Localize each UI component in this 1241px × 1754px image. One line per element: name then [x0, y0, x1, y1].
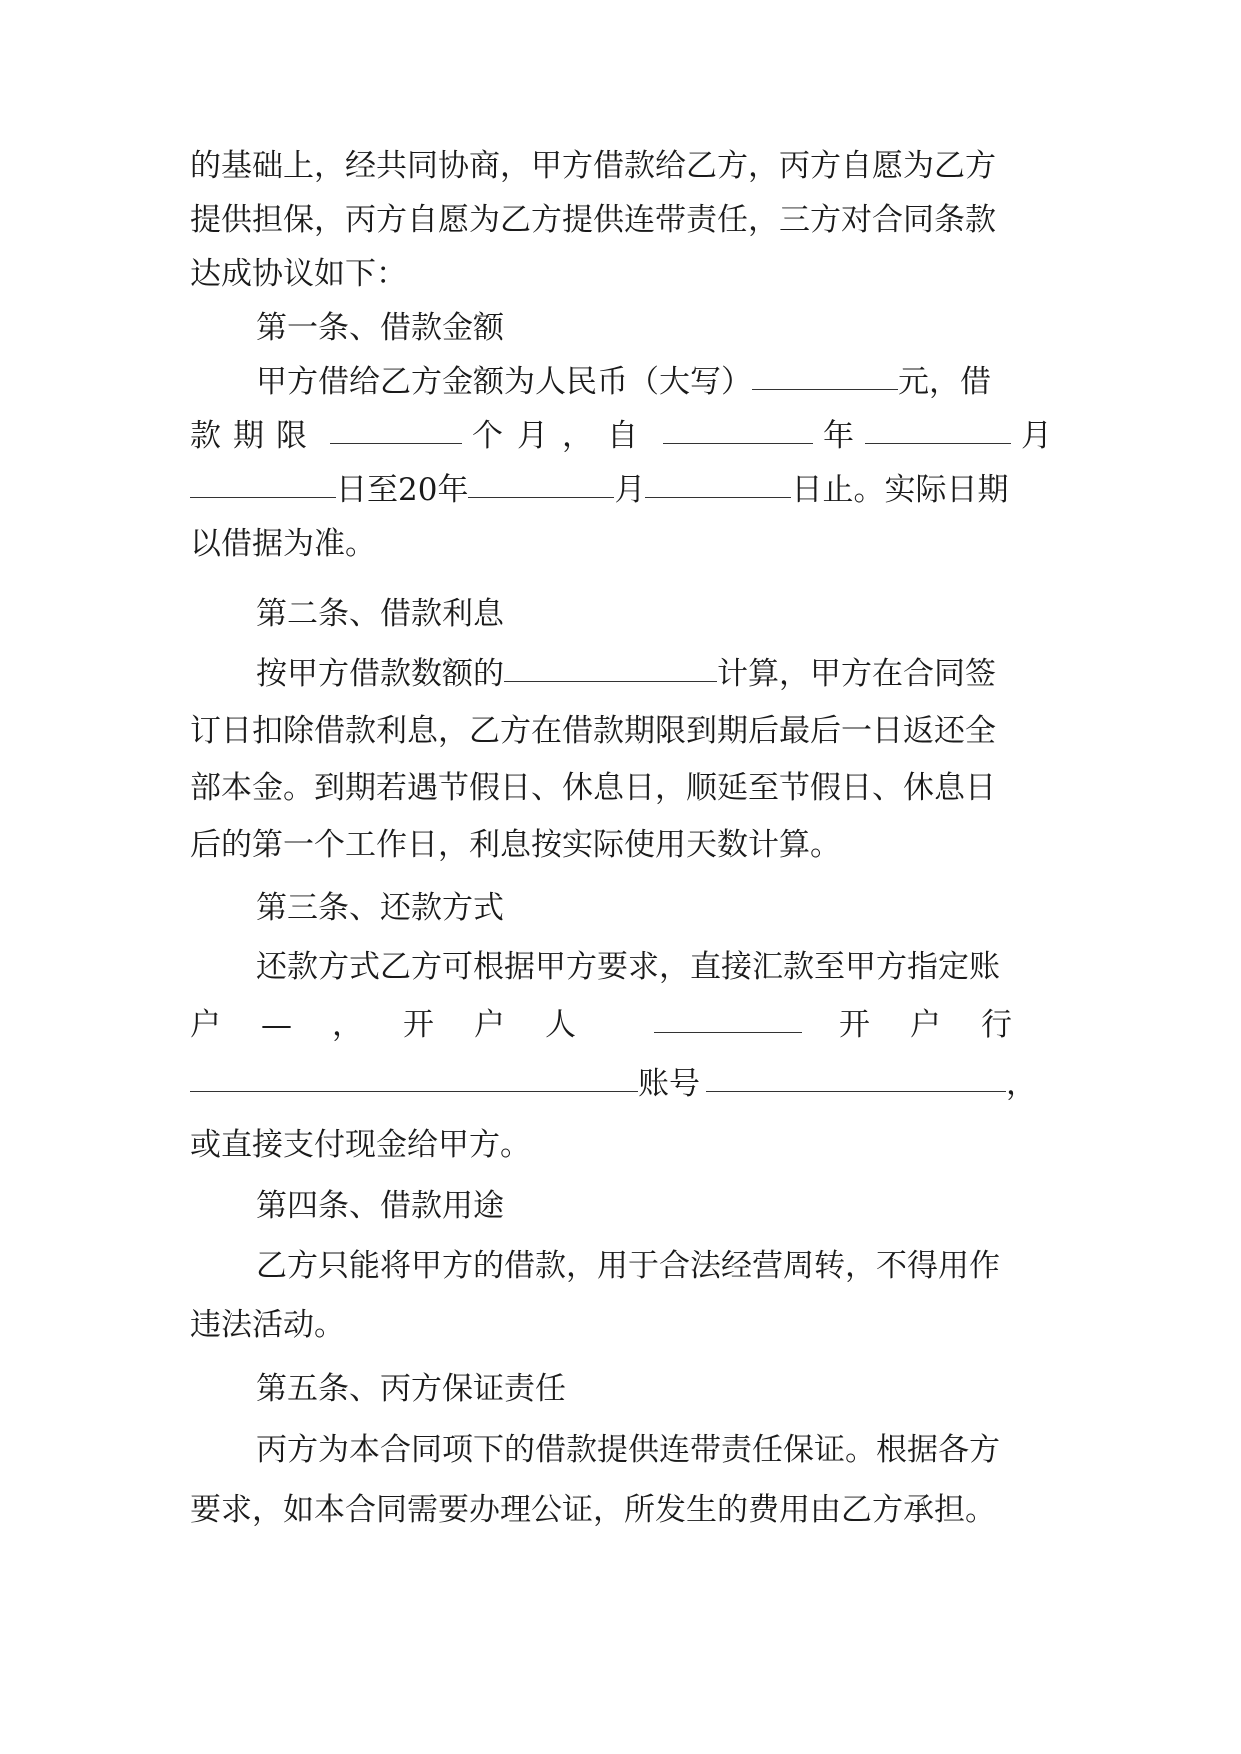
paragraph-line	[190, 1055, 1052, 1113]
text-line: 开户行	[839, 1007, 1052, 1043]
paragraph-line	[256, 645, 1052, 703]
text-line: 或直接支付现金给甲方。	[190, 1127, 531, 1163]
fill-in-blank[interactable]	[645, 463, 791, 498]
fill-in-blank[interactable]	[865, 409, 1011, 444]
text-line: 提供担保，丙方自愿为乙方提供连带责任，三方对合同条款	[190, 202, 996, 238]
heading-text: 第四条、借款用途	[256, 1188, 504, 1224]
paragraph-line	[190, 461, 1052, 519]
paragraph-line	[190, 1481, 1052, 1539]
fill-in-blank[interactable]	[468, 463, 614, 498]
text-line: 部本金。到期若遇节假日、休息日，顺延至节假日、休息日	[190, 770, 996, 806]
article-heading	[256, 879, 1052, 937]
fill-in-blank[interactable]	[706, 1057, 1006, 1092]
text-line: 年	[823, 418, 854, 454]
paragraph-line	[190, 245, 1052, 303]
text-line: 户—，开户人	[190, 1007, 616, 1043]
paragraph-line	[190, 515, 1052, 573]
fill-in-blank[interactable]	[190, 463, 336, 498]
paragraph-line	[256, 938, 1052, 996]
text-line: 以借据为准。	[190, 526, 376, 562]
text-line: 日止。实际日期	[791, 472, 1009, 508]
text-line: 账号	[638, 1066, 700, 1102]
text-line: 个月，自	[472, 418, 652, 454]
article-heading	[256, 585, 1052, 643]
text-line: 月	[614, 472, 646, 508]
text-line: 后的第一个工作日，利息按实际使用天数计算。	[190, 827, 841, 863]
paragraph-line	[190, 191, 1052, 249]
text-line: 还款方式乙方可根据甲方要求，直接汇款至甲方指定账	[256, 949, 1000, 985]
fill-in-blank[interactable]	[654, 998, 802, 1033]
paragraph-line	[190, 407, 1052, 465]
heading-text: 第一条、借款金额	[256, 310, 504, 346]
text-line: 要求，如本合同需要办理公证，所发生的费用由乙方承担。	[190, 1492, 996, 1528]
text-line: 乙方只能将甲方的借款，用于合法经营周转，不得用作	[256, 1248, 1000, 1284]
paragraph-line	[190, 1296, 1052, 1354]
paragraph-line	[256, 1237, 1052, 1295]
fill-in-blank[interactable]	[330, 409, 462, 444]
heading-text: 第五条、丙方保证责任	[256, 1371, 566, 1407]
text-line: 日至20年	[336, 472, 469, 508]
text-line: 甲方借给乙方金额为人民币（大写）	[256, 364, 752, 400]
fill-in-blank[interactable]	[752, 355, 898, 390]
text-line: 的基础上，经共同协商，甲方借款给乙方，丙方自愿为乙方	[190, 148, 996, 184]
text-line: 按甲方借款数额的	[256, 656, 504, 692]
paragraph-line	[190, 759, 1052, 817]
text-line: 达成协议如下：	[190, 256, 407, 292]
fill-in-blank[interactable]	[190, 1057, 638, 1092]
fill-in-blank[interactable]	[663, 409, 813, 444]
article-heading	[256, 1360, 1052, 1418]
text-line: 违法活动。	[190, 1307, 345, 1343]
paragraph-line	[190, 996, 1052, 1054]
article-heading	[256, 299, 1052, 357]
paragraph-line	[190, 816, 1052, 874]
text-line: 月	[1021, 418, 1052, 454]
fill-in-blank[interactable]	[504, 647, 717, 682]
paragraph-line	[256, 353, 1052, 411]
text-line: 款期限	[190, 418, 319, 454]
article-heading	[256, 1177, 1052, 1235]
heading-text: 第二条、借款利息	[256, 596, 504, 632]
paragraph-line	[190, 1116, 1052, 1174]
text-line: 计算，甲方在合同签	[717, 656, 996, 692]
paragraph-line	[190, 702, 1052, 760]
paragraph-line	[256, 1421, 1052, 1479]
text-line: 丙方为本合同项下的借款提供连带责任保证。根据各方	[256, 1432, 1000, 1468]
text-line: 元，借	[898, 364, 991, 400]
heading-text: 第三条、还款方式	[256, 890, 504, 926]
paragraph-line	[190, 137, 1052, 195]
text-line: 订日扣除借款利息，乙方在借款期限到期后最后一日返还全	[190, 713, 996, 749]
text-line: ，	[1006, 1066, 1037, 1102]
